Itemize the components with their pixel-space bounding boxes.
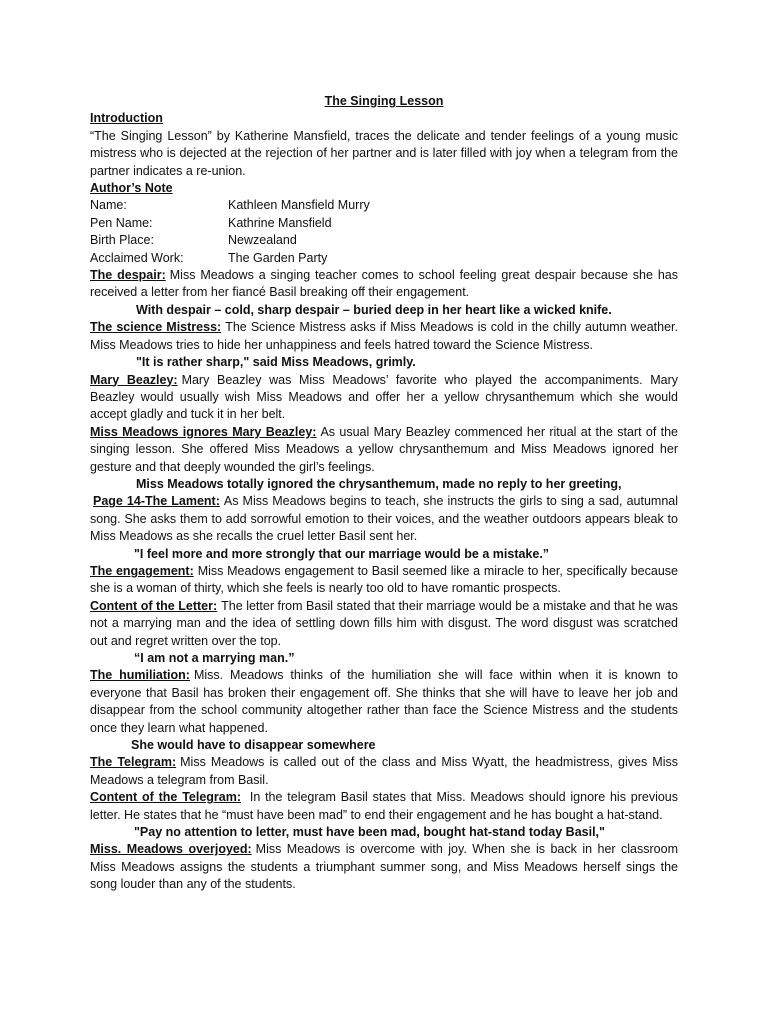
section-text: Miss. Meadows thinks of the humiliation she will face within when it is known to everyone that Basil has broken their engagement off. She thinks that she will have to leave her job and disappear from the school community altogether rather than face the Science Mistress and the students once they learn what happened. [90, 668, 678, 735]
section-overjoyed [90, 841, 678, 893]
section-lead: The humiliation: [90, 668, 190, 683]
section-telegram [90, 754, 678, 789]
note-value: Kathrine Mansfield [228, 215, 332, 230]
section-the-lament [90, 493, 678, 545]
section-lead: The Telegram: [90, 755, 177, 770]
section-lead: Content of the Letter: [90, 598, 218, 613]
note-value: Kathleen Mansfield Murry [228, 198, 370, 213]
section-quote: "Pay no attention to letter, must have been mad, bought hat-stand today Basil," [134, 825, 605, 840]
authors-note-row-birth-place [90, 232, 678, 249]
section-humiliation [90, 667, 678, 737]
section-text: As usual Mary Beazley commenced her ritual at the start of the singing lesson. She offered Miss Meadows a yellow chrysanthemum and Miss Meadows ignored her gesture and that deeply wounded the girl’s feelings. [90, 424, 679, 474]
introduction-text: “The Singing Lesson” by Katherine Mansfield, traces the delicate and tender feelings of a young music mistress who is dejected at the rejection of her partner and is later filled with joy when a telegram from the partner indicates a re-union. [90, 128, 678, 178]
introduction-heading: Introduction [90, 111, 163, 126]
section-quote: She would have to disappear somewhere [131, 738, 376, 753]
section-quote: With despair – cold, sharp despair – buried deep in her heart like a wicked knife. [136, 302, 612, 317]
authors-note-heading: Author’s Note [90, 181, 173, 196]
section-lead: Miss Meadows ignores Mary Beazley: [90, 424, 317, 439]
document-page [90, 93, 678, 894]
section-text: Miss Meadows is called out of the class and Miss Wyatt, the headmistress, gives Miss Meadows a telegram from Basil. [90, 755, 678, 787]
section-lead: The science Mistress: [90, 320, 222, 335]
section-text: Miss Meadows a singing teacher comes to school feeling great despair because she has received a letter from her fiancé Basil breaking off their engagement. [90, 268, 679, 300]
section-lead: Page 14-The Lament: [93, 494, 220, 509]
section-text: The letter from Basil stated that their marriage would be a mistake and that he was not a marrying man and the idea of settling down fills him with disgust. The word disgust was scratched out and regret written over the top. [90, 598, 678, 648]
section-lead: The engagement: [90, 563, 194, 578]
section-text: Mary Beazley was Miss Meadows’ favorite who played the accompaniments. Mary Beazley would usually wish Miss Meadows and offer her a yellow chrysanthemum which she would accept gladly and tuck it in her belt. [90, 372, 679, 422]
section-quote: "I feel more and more strongly that our marriage would be a mistake.” [134, 546, 550, 561]
section-quote: “I am not a marrying man.” [134, 651, 295, 665]
authors-note-row-name [90, 197, 678, 214]
section-text: As Miss Meadows begins to teach, she instructs the girls to sing a sad, autumnal song. She asks them to add sorrowful emotion to their voices, and the weather outdoors appears bleak to Miss Meadows as she recalls the cruel letter Basil sent her. [90, 494, 678, 544]
section-despair [90, 267, 678, 302]
section-content-of-letter [90, 598, 678, 650]
section-text: In the telegram Basil states that Miss. Meadows should ignore his previous letter. He states that he “must have been mad” to end their engagement and he has bought a hat-stand. [90, 790, 679, 822]
section-content-of-telegram [90, 789, 678, 824]
section-lead: Mary Beazley: [90, 372, 178, 387]
section-text: Miss Meadows engagement to Basil seemed like a miracle to her, specifically because she is a woman of thirty, which she feels is nearly too old to have romantic prospects. [90, 563, 678, 596]
section-ignores-mary-beazley [90, 424, 678, 476]
note-value: Newzealand [228, 233, 297, 248]
note-value: The Garden Party [228, 250, 328, 265]
authors-note-row-acclaimed-work [90, 250, 678, 267]
section-lead: Content of the Telegram: [90, 790, 242, 805]
note-label: Name: [90, 198, 127, 213]
section-quote: Miss Meadows totally ignored the chrysanthemum, made no reply to her greeting, [136, 476, 622, 491]
authors-note-row-pen-name [90, 215, 678, 232]
note-label: Pen Name: [90, 215, 153, 230]
note-label: Birth Place: [90, 233, 154, 248]
section-mary-beazley [90, 372, 678, 424]
page-title: The Singing Lesson [324, 94, 444, 108]
section-science-mistress [90, 319, 678, 354]
note-label: Acclaimed Work: [90, 250, 184, 265]
section-text: Miss Meadows is overcome with joy. When she is back in her classroom Miss Meadows assigns the students a triumphant summer song, and Miss Meadows herself sings the song louder than any of the students. [90, 842, 678, 892]
section-quote: "It is rather sharp," said Miss Meadows, grimly. [136, 355, 416, 370]
section-lead: Miss. Meadows overjoyed: [90, 842, 252, 857]
section-text: The Science Mistress asks if Miss Meadows is cold in the chilly autumn weather. Miss Meadows tries to hide her unhappiness and feels hatred toward the Science Mistress. [90, 320, 678, 352]
section-lead: The despair: [90, 268, 166, 283]
section-engagement [90, 563, 678, 598]
